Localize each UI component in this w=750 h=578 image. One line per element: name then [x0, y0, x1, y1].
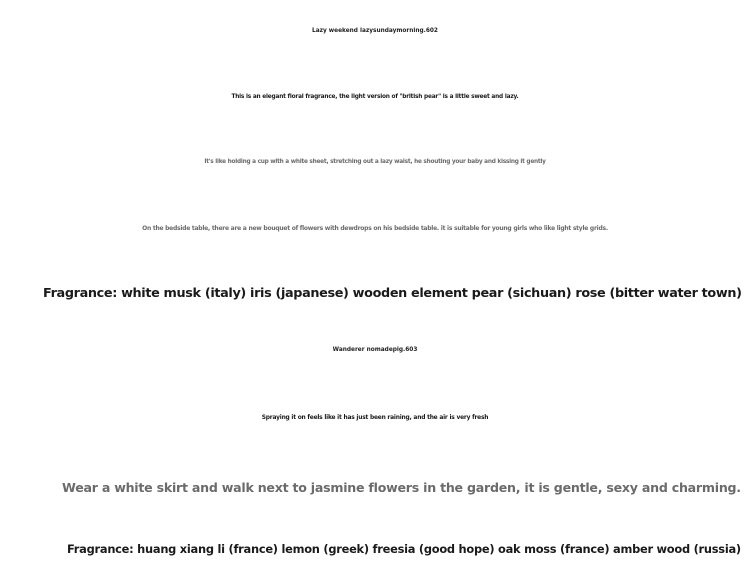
description-line: Wear a white skirt and walk next to jasmine flowers in the garden, it is gentle, sexy and charming.: [62, 480, 741, 495]
description-line: On the bedside table, there are a new bouquet of flowers with dewdrops on his bedside table. it is suitable for young girls who like light style grids.: [142, 225, 608, 232]
fragrance-notes: Fragrance: white musk (italy) iris (japanese) wooden element pear (sichuan) rose (bitter water town): [43, 286, 742, 301]
section-title: Lazy weekend lazysundaymorning.602: [312, 28, 438, 34]
description-line: Spraying it on feels like it has just been raining, and the air is very fresh: [261, 415, 489, 421]
description-line: It's like holding a cup with a white sheet, stretching out a lazy waist, he shouting your baby and kissing it gently: [204, 159, 546, 165]
section-title: Wanderer nomadepig.603: [332, 347, 418, 353]
description-line: This is an elegant floral fragrance, the light version of "british pear" is a little sweet and lazy.: [231, 94, 519, 100]
fragrance-notes: Fragrance: huang xiang li (france) lemon (greek) freesia (good hope) oak moss (france) amber wood (russia): [67, 542, 741, 556]
